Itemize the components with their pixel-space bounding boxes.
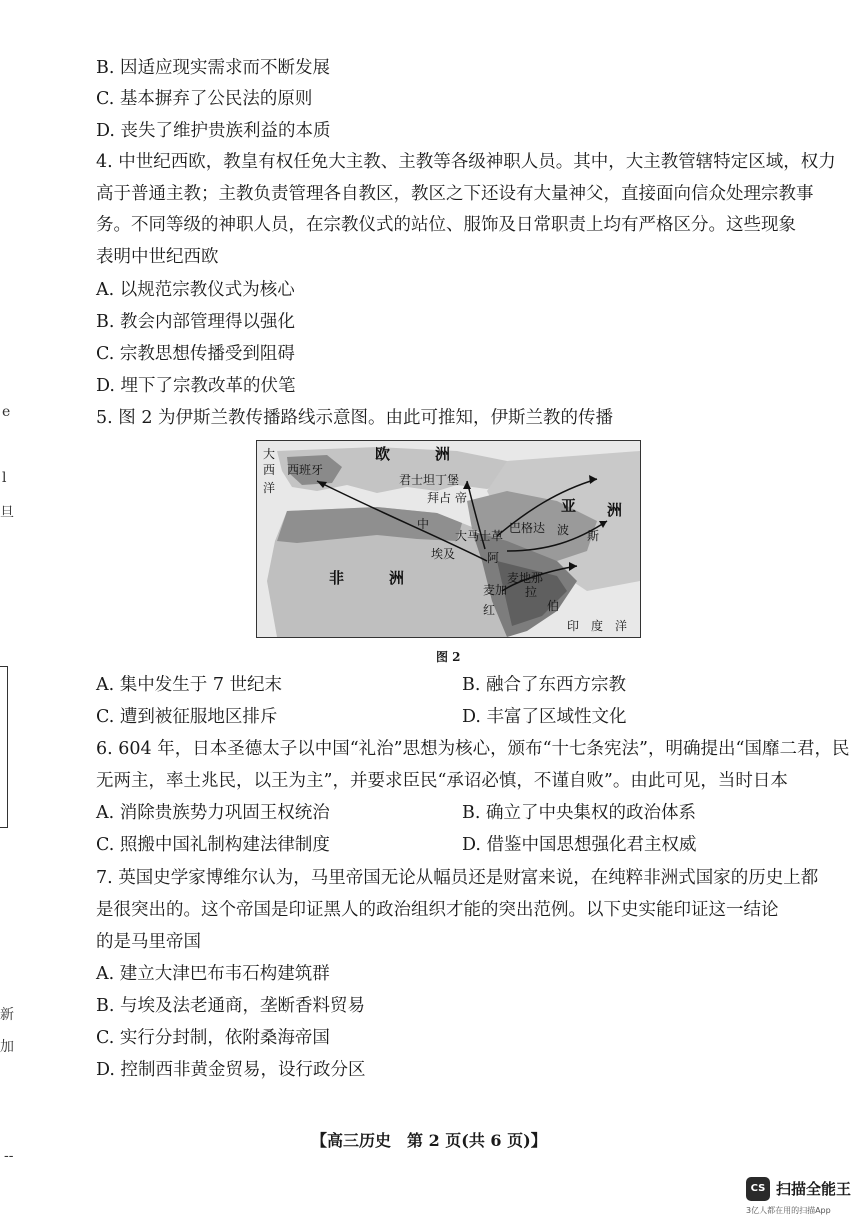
margin-box xyxy=(0,666,8,828)
q6-stem-line: 无两主，率土兆民，以王为主”，并要求臣民“承诏必慎，不谨自败”。由此可见，当时日本 xyxy=(96,771,788,791)
map-label-atlantic: 西 xyxy=(263,463,276,477)
map-label-arabia: 伯 xyxy=(547,599,560,613)
q5-option-a: A. 集中发生于 7 世纪末 xyxy=(96,675,283,695)
map-label-arabia: 拉 xyxy=(525,585,538,599)
map-label-asia2: 洲 xyxy=(607,501,623,519)
q7-option-b: B. 与埃及法老通商，垄断香料贸易 xyxy=(96,996,365,1016)
q5-option-b: B. 融合了东西方宗教 xyxy=(462,675,626,695)
q4-option-a: A. 以规范宗教仪式为核心 xyxy=(96,280,295,300)
map-label-damascus: 大马士革 xyxy=(455,529,504,543)
q7-option-d: D. 控制西非黄金贸易，设行政分区 xyxy=(96,1060,366,1080)
map-label-atlantic: 洋 xyxy=(263,481,276,495)
q7-option-c: C. 实行分封制，依附桑海帝国 xyxy=(96,1028,330,1048)
q6-option-c: C. 照搬中国礼制构建法律制度 xyxy=(96,835,330,855)
map-label-indian-ocean: 印 度 洋 xyxy=(567,619,628,633)
q7-stem-line: 7. 英国史学家博维尔认为，马里帝国无论从幅员还是财富来说，在纯粹非洲式国家的历史上都 xyxy=(96,868,819,888)
margin-fragment: e xyxy=(2,404,11,420)
q6-option-d: D. 借鉴中国思想强化君主权威 xyxy=(462,835,697,855)
q3-option-c: C. 基本摒弃了公民法的原则 xyxy=(96,89,313,109)
map-label-byzantine: 拜占 xyxy=(427,491,452,505)
scanner-tagline: 3亿人都在用的扫描App xyxy=(746,1206,831,1215)
figure-caption: 图 2 xyxy=(436,650,461,664)
margin-fragment: 旦 xyxy=(0,505,14,521)
islam-spread-map xyxy=(256,440,641,638)
margin-fragment: 新 xyxy=(0,1007,14,1023)
q3-option-d: D. 丧失了维护贵族利益的本质 xyxy=(96,121,331,141)
q5-option-c: C. 遭到被征服地区排斥 xyxy=(96,707,278,727)
margin-fragment: l xyxy=(2,470,7,486)
q6-option-b: B. 确立了中央集权的政治体系 xyxy=(462,803,696,823)
q7-stem-line: 的是马里帝国 xyxy=(96,932,201,952)
q7-stem-line: 是很突出的。这个帝国是印证黑人的政治组织才能的突出范例。以下史实能印证这一结论 xyxy=(96,900,779,920)
q5-stem: 5. 图 2 为伊斯兰教传播路线示意图。由此可推知，伊斯兰教的传播 xyxy=(96,408,614,428)
q6-stem-line: 6. 604 年，日本圣德太子以中国“礼治”思想为核心，颁布“十七条宪法”，明确提出“国靡二君，民 xyxy=(96,739,850,759)
q3-option-b: B. 因适应现实需求而不断发展 xyxy=(96,58,330,78)
map-label-atlantic: 大 xyxy=(263,447,276,461)
q4-stem-line: 表明中世纪西欧 xyxy=(96,247,219,267)
q4-option-d: D. 埋下了宗教改革的伏笔 xyxy=(96,376,296,396)
map-label-persia: 波 xyxy=(557,523,570,537)
q4-option-c: C. 宗教思想传播受到阻碍 xyxy=(96,344,295,364)
map-label-baghdad: 巴格达 xyxy=(509,521,546,535)
map-label-mecca: 麦加 xyxy=(483,583,508,597)
map-label-mediterranean: 中 xyxy=(417,517,430,531)
map-label-europe: 欧 洲 xyxy=(375,445,451,463)
scanner-logo-icon: CS xyxy=(746,1177,770,1201)
map-label-egypt: 埃及 xyxy=(431,547,456,561)
margin-fragment: 加 xyxy=(0,1039,14,1055)
q4-option-b: B. 教会内部管理得以强化 xyxy=(96,312,295,332)
q5-option-d: D. 丰富了区域性文化 xyxy=(462,707,627,727)
q4-stem-line: 务。不同等级的神职人员，在宗教仪式的站位、服饰及日常职责上均有严格区分。这些现象 xyxy=(96,215,796,235)
q6-option-a: A. 消除贵族势力巩固王权统治 xyxy=(96,803,330,823)
map-label-africa: 非 洲 xyxy=(329,569,405,587)
page-footer: 【高三历史 第 2 页(共 6 页)】 xyxy=(311,1131,547,1150)
map-label-asia: 亚 xyxy=(561,497,577,515)
map-label-red-sea: 红 xyxy=(483,603,496,617)
map-label-persia: 斯 xyxy=(587,529,600,543)
map-label-empire: 帝 xyxy=(455,491,468,505)
map-label-spain: 西班牙 xyxy=(287,463,324,477)
scanner-app-name: 扫描全能王 xyxy=(776,1180,852,1198)
map-label-arabia: 阿 xyxy=(487,551,500,565)
map-label-medina: 麦地那 xyxy=(507,571,544,585)
q4-stem-line: 4. 中世纪西欧，教皇有权任免大主教、主教等各级神职人员。其中，大主教管辖特定区域，权力 xyxy=(96,152,836,172)
q7-option-a: A. 建立大津巴布韦石构建筑群 xyxy=(96,964,330,984)
map-label-constantinople: 君士坦丁堡 xyxy=(399,473,460,487)
margin-fragment: -- xyxy=(4,1148,14,1164)
q4-stem-line: 高于普通主教；主教负责管理各自教区，教区之下还设有大量神父，直接面向信众处理宗教事 xyxy=(96,184,814,204)
